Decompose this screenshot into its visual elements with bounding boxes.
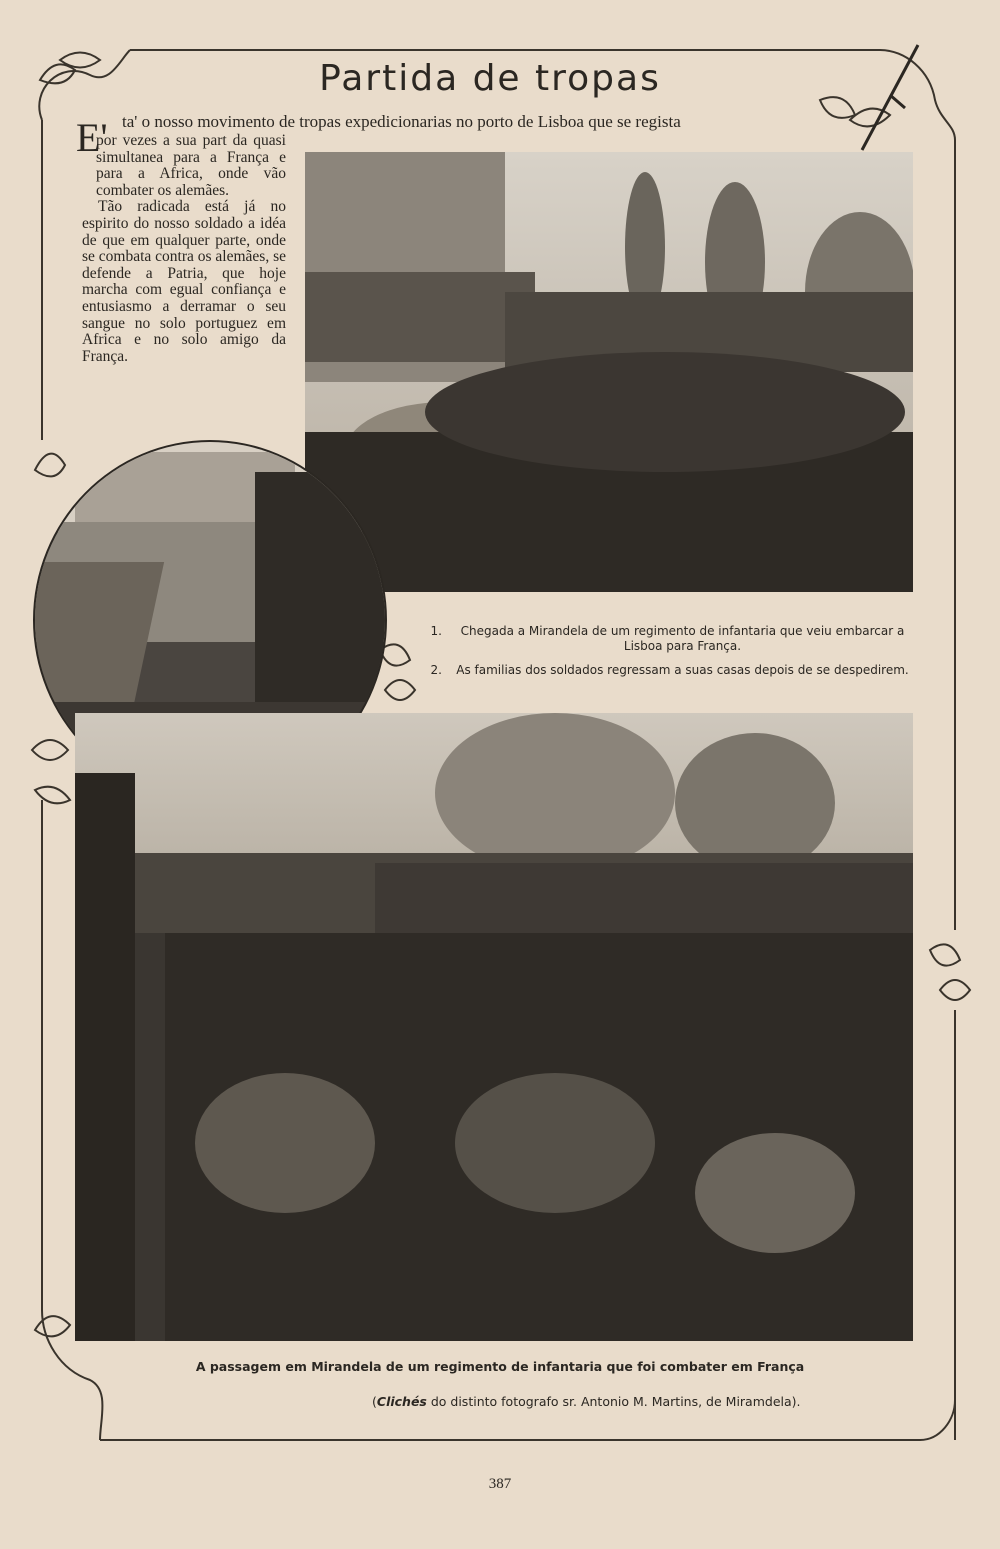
photo-regiment-arrival — [305, 152, 913, 592]
photo-captions — [420, 624, 915, 687]
article-body — [82, 133, 286, 365]
photo-credit: (Clichés do distinto fotografo sr. Antonio M. Martins, de Miramdela). — [372, 1394, 801, 1409]
page-number: 387 — [488, 1476, 512, 1492]
caption-item-2 — [420, 663, 915, 678]
caption-text-1: Chegada a Mirandela de um regimento de infantaria que veiu embarcar a Lisboa para França. — [460, 624, 905, 653]
caption-number-1: 1. — [430, 624, 442, 638]
page-title: Partida de tropas — [319, 58, 661, 99]
caption-text-2: As familias dos soldados regressam a suas casas depois de se despedirem. — [456, 663, 909, 677]
drop-cap: E' — [76, 115, 108, 160]
main-caption: A passagem em Mirandela de um regimento de infantaria que foi combater em França — [195, 1359, 805, 1374]
article-first-line: ta' o nosso movimento de tropas expedicionarias no porto de Lisboa que se regista — [122, 112, 681, 131]
credit-cliches: Clichés — [376, 1394, 427, 1409]
article-paragraph-1: por vezes a sua part da quasi simultanea para a França e para a Africa, onde vão combater os alemães. — [96, 132, 286, 199]
article-paragraph-2: Tão radicada está já no espirito do nosso soldado a idéa de que em qualquer parte, onde se combata contra os alemães, se defende a Patria, que hoje marcha com egual confiança e entusiasmo a derramar o seu sangue no solo portuguez em Africa e no solo amigo da França. — [82, 198, 286, 365]
caption-number-2: 2. — [430, 663, 442, 677]
credit-text: do distinto fotografo sr. Antonio M. Martins, de Miramdela). — [426, 1394, 801, 1409]
photo-regiment-passage — [75, 713, 913, 1341]
caption-item-1 — [420, 624, 915, 654]
